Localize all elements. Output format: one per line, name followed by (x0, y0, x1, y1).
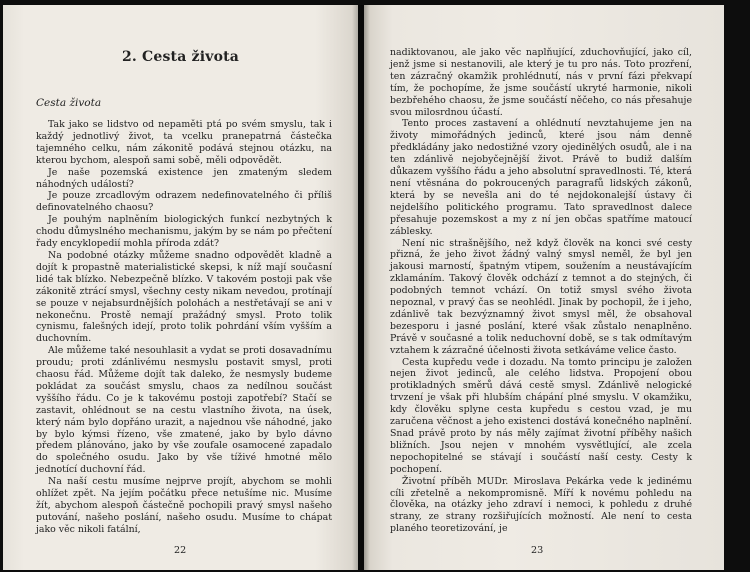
book-gutter (352, 5, 370, 570)
right-page (364, 5, 724, 570)
paragraph: nadiktovanou, ale jako věc naplňující, zduchovňující, jako cíl, jenž jsme si nestanovili, ale který je tu pro nás. Toto prozření, ten zázračný okamžik prohlédnutí, nás v první fázi překvapí tím, že pochopíme, že jsme součástí ukryté harmonie, nikoli bezbřehého chaosu, že jsme součástí něčeho, co nás přesahuje svou milosrdnou účastí. (390, 47, 692, 118)
chapter-title: 2. Cesta života (121, 49, 240, 65)
page-number: 23 (531, 545, 544, 556)
left-body-text (36, 119, 332, 536)
paragraph: Životní příběh MUDr. Miroslava Pekárka vede k jedinému cíli zřetelně a nekompromisně. Míří k novému pohledu na člověka, na otázky jeho zdraví i nemoci, k pohledu z druhé strany, ze strany rozšiřujících možností. Ale není to cesta planého teoretizování, je (390, 475, 692, 535)
page-number: 22 (174, 545, 187, 556)
paragraph: Tak jako se lidstvo od nepaměti ptá po svém smyslu, tak i každý jednotlivý život, ta vcelku pranepatrná částečka tajemného celku, nám zákonitě podává stejnou otázku, na kterou bychom, alespoň sami sobě, měli odpovědět. (36, 119, 332, 166)
paragraph: Na podobné otázky můžeme snadno odpovědět kladně a dojít k propastně materialistické skepsi, k níž mají současní lidé tak blízko. Nebezpečně blízko. V takovém postoji pak vše zákonitě ztrácí smysl, všechny cesty nikam nevedou, protínají se pouze v nejabsurdnějších polohách a nestřetávají se ani v nekonečnu. Prostě nemají pražádný smysl. Proto tolik cynismu, falešných idejí, proto tolik pohrdání vším vyšším a duchovním. (36, 249, 332, 345)
right-body-text (390, 47, 692, 535)
paragraph: Ale můžeme také nesouhlasit a vydat se proti dosavadnímu proudu; proti zdánlivému nesmyslu postavit smysl, proti chaosu řád. Můžeme dojít tak daleko, že nesmysly budeme pokládat za součást smyslu, chaos za nedílnou součást vyššího řádu. Co je k takovému postoji zapotřebí? Stačí se zastavit, ohlédnout se na cestu vlastního života, na úsek, který nám bylo dopřáno urazit, a najednou vše náhodné, jako by bylo kýmsi řízeno, vše zmatené, jako by bylo dávno předem plánováno, jako by vše zoufale osamocené zapadalo do společného osudu. Jako by vše tíživé hmotné mělo jednotící duchovní řád. (36, 345, 332, 476)
paragraph: Na naší cestu musíme nejprve projít, abychom se mohli ohlížet zpět. Na jejím počátku přece netušíme nic. Musíme žít, abychom alespoň částečně pochopili pravý smysl našeho putování, našeho poslání, našeho osudu. Musíme to chápat jako věc nikoli fatální, (36, 476, 332, 535)
paragraph: Tento proces zastavení a ohlédnutí nevztahujeme jen na životy mimořádných jedinců, které jsou nám denně předkládány jako nedostižné vzory ojedinělých osudů, ale i na ten zdánlivě nejobyčejnější život. Právě to budiž dalším důkazem vyššího řádu a jeho absolutní spravedlnosti. Té, která není vtěsnána do pokroucených paragrafů lidských zákonů, která by se nevešla ani do té nejdokonalejší ústavy či nejdelšího politického programu. Tato spravedlnost dalece přesahuje pozemskost a my z ní jen občas spatříme matoucí záblesky. (390, 118, 692, 237)
paragraph: Není nic strašnějšího, než když člověk na konci své cesty přizná, že jeho život žádný valný smysl neměl, že byl jen jakousi marností, špatným vtipem, soužením a neustávajícím zklamáním. Takový člověk odchází z temnot a do stejných, či podobných temnot vchází. On totiž smysl svého života nepoznal, v pravý čas se neohlédl. Jinak by pochopil, že i jeho, zdánlivě tak bezvýznamný život smysl měl, že obsahoval bezesporu i jasné poslání, které však zůstalo nenaplněno. Právě v současné a tolik neduchovní době, se s tak odmítavým vztahem k zázračné účelnosti života setkáváme velice často. (390, 237, 692, 356)
paragraph: Je pouze zrcadlovým odrazem nedefinovatelného či příliš definovatelného chaosu? (36, 190, 332, 214)
paragraph: Cesta kupředu vede i dozadu. Na tomto principu je založen nejen život jedinců, ale celého lidstva. Propojení obou protikladných směrů dává cestě smysl. Zdánlivě nelogické trvzení je však při hlubším chápání plné smyslu. V okamžiku, kdy člověku splyne cesta kupředu s cestou vzad, je mu zaručena věčnost a jeho existenci dostává konečného naplnění. Snad právě proto by nás měly zajímat životní příběhy našich bližních. Jsou nejen v mnohém vysvětlující, ale zcela nepochopitelné se stávají i součástí naší cesty. Cesty k pochopení. (390, 356, 692, 475)
paragraph: Je pouhým naplněním biologických funkcí nezbytných k chodu důmyslného mechanismu, jakým by se nám po přečtení řady encyklopedií mohla příroda zdát? (36, 214, 332, 250)
section-title: Cesta života (36, 97, 102, 109)
paragraph: Je naše pozemská existence jen zmateným sledem náhodných událostí? (36, 166, 332, 190)
left-page (3, 5, 358, 570)
